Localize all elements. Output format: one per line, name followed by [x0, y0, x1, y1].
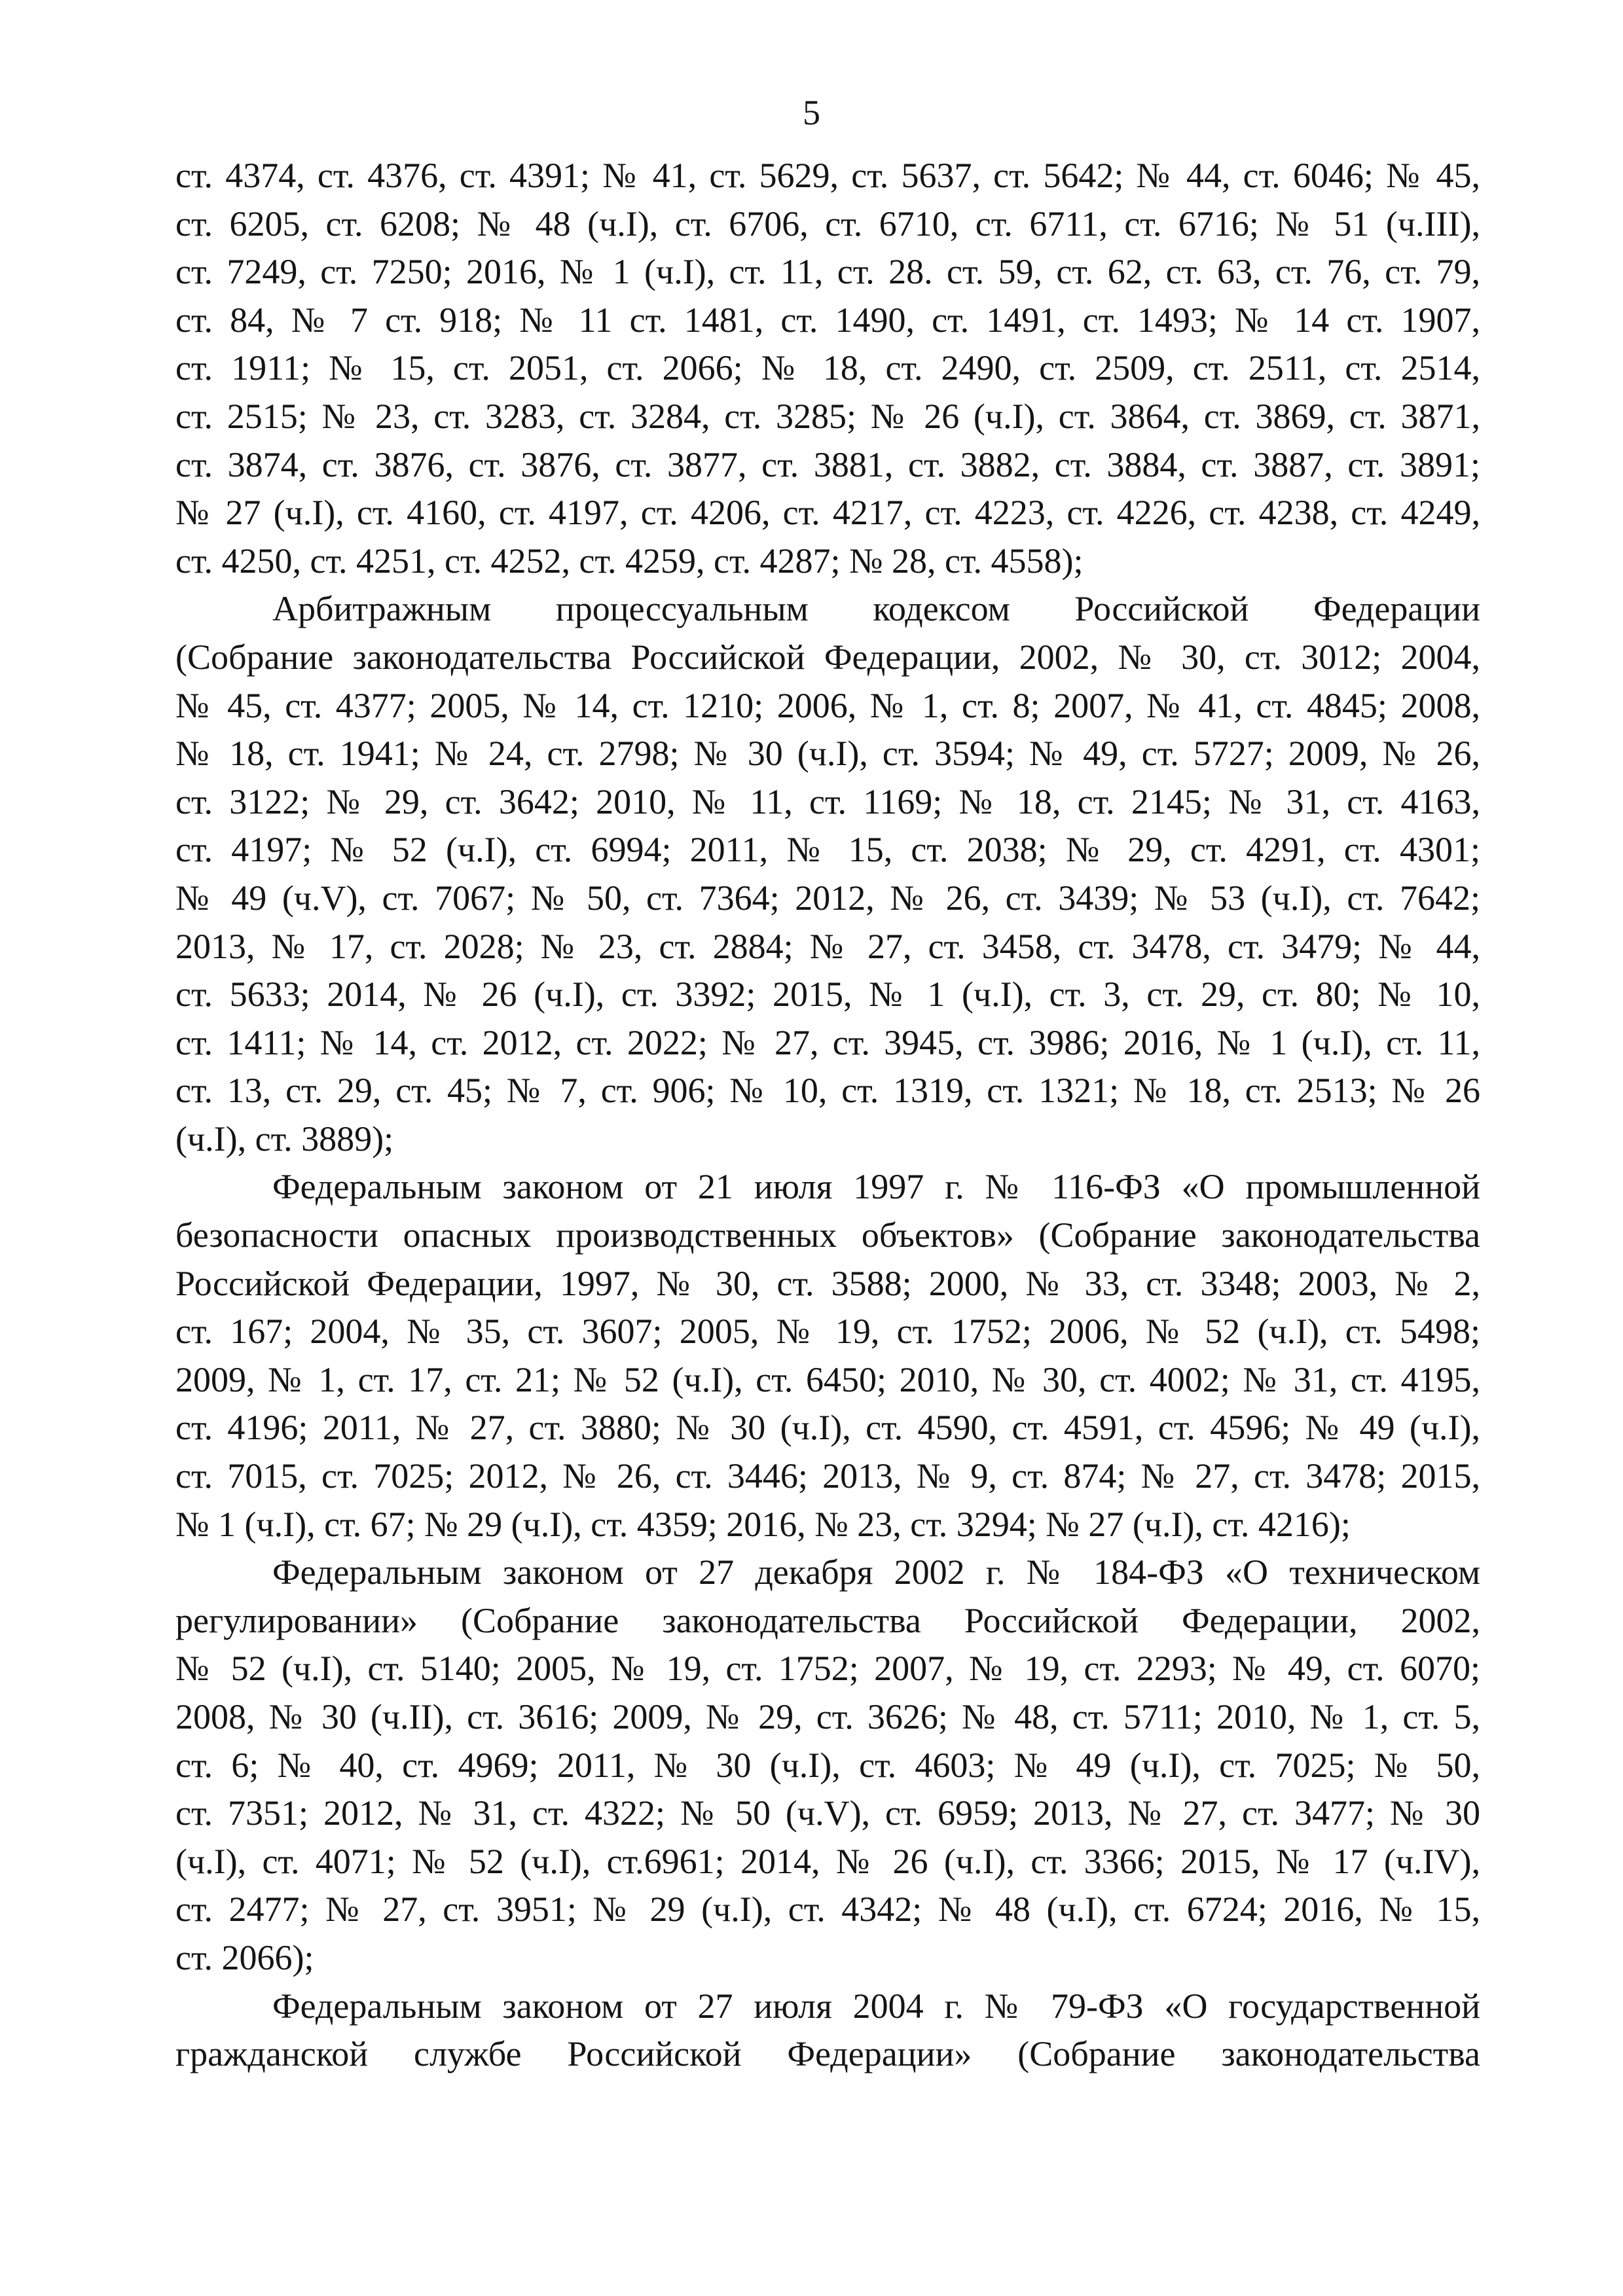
text-line: ст. 1411; № 14, ст. 2012, ст. 2022; № 27, ст. 3945, ст. 3986; 2016, № 1 (ч.I), ст. 11,: [175, 1022, 1480, 1062]
text-line: № 52 (ч.I), ст. 5140; 2005, № 19, ст. 1752; 2007, № 19, ст. 2293; № 49, ст. 6070;: [175, 1649, 1480, 1689]
document-body: [175, 152, 1480, 2079]
text-line: Российской Федерации, 1997, № 30, ст. 3588; 2000, № 33, ст. 3348; 2003, № 2,: [175, 1263, 1480, 1303]
text-line: ст. 3122; № 29, ст. 3642; 2010, № 11, ст. 1169; № 18, ст. 2145; № 31, ст. 4163,: [175, 781, 1480, 821]
text-line: ст. 4196; 2011, № 27, ст. 3880; № 30 (ч.I), ст. 4590, ст. 4591, ст. 4596; № 49 (ч.I),: [175, 1408, 1480, 1448]
text-line: ст. 167; 2004, № 35, ст. 3607; 2005, № 19, ст. 1752; 2006, № 52 (ч.I), ст. 5498;: [175, 1312, 1480, 1352]
text-line: ст. 13, ст. 29, ст. 45; № 7, ст. 906; № 10, ст. 1319, ст. 1321; № 18, ст. 2513; № 26: [175, 1071, 1480, 1111]
page-number: 5: [803, 93, 820, 132]
text-line: ст. 84, № 7 ст. 918; № 11 ст. 1481, ст. 1490, ст. 1491, ст. 1493; № 14 ст. 1907,: [175, 300, 1480, 340]
text-line: ст. 1911; № 15, ст. 2051, ст. 2066; № 18, ст. 2490, ст. 2509, ст. 2511, ст. 2514,: [175, 348, 1480, 388]
paragraph-law-79-fz: [175, 1982, 1480, 2079]
paragraph-arbitration-code: [175, 585, 1480, 1163]
text-line: 2013, № 17, ст. 2028; № 23, ст. 2884; № 27, ст. 3458, ст. 3478, ст. 3479; № 44,: [175, 926, 1480, 966]
text-line: ст. 4374, ст. 4376, ст. 4391; № 41, ст. 5629, ст. 5637, ст. 5642; № 44, ст. 6046; № 45,: [175, 156, 1480, 195]
text-line: № 49 (ч.V), ст. 7067; № 50, ст. 7364; 2012, № 26, ст. 3439; № 53 (ч.I), ст. 7642;: [175, 878, 1480, 918]
text-line: ст. 6205, ст. 6208; № 48 (ч.I), ст. 6706, ст. 6710, ст. 6711, ст. 6716; № 51 (ч.III),: [175, 204, 1480, 243]
paragraph-law-116-fz: [175, 1163, 1480, 1549]
text-line: Федеральным законом от 21 июля 1997 г. № 116-ФЗ «О промышленной: [272, 1167, 1480, 1207]
text-line: регулировании» (Собрание законодательства Российской Федерации, 2002,: [175, 1600, 1480, 1640]
text-line: № 1 (ч.I), ст. 67; № 29 (ч.I), ст. 4359; 2016, № 23, ст. 3294; № 27 (ч.I), ст. 4216);: [175, 1504, 1351, 1544]
text-line: ст. 2066);: [175, 1937, 314, 1977]
text-line: Федеральным законом от 27 июля 2004 г. № 79-ФЗ «О государственной: [272, 1986, 1480, 2026]
text-line: ст. 5633; 2014, № 26 (ч.I), ст. 3392; 2015, № 1 (ч.I), ст. 3, ст. 29, ст. 80; № 10,: [175, 975, 1480, 1014]
text-line: ст. 4250, ст. 4251, ст. 4252, ст. 4259, ст. 4287; № 28, ст. 4558);: [175, 541, 1084, 581]
text-line: ст. 7015, ст. 7025; 2012, № 26, ст. 3446; 2013, № 9, ст. 874; № 27, ст. 3478; 2015,: [175, 1456, 1480, 1496]
paragraph-continued-citations: [175, 152, 1480, 585]
text-line: (ч.I), ст. 3889);: [175, 1119, 394, 1158]
text-line: безопасности опасных производственных объектов» (Собрание законодательства: [175, 1215, 1480, 1255]
text-line: ст. 6; № 40, ст. 4969; 2011, № 30 (ч.I), ст. 4603; № 49 (ч.I), ст. 7025; № 50,: [175, 1745, 1480, 1785]
text-line: (Собрание законодательства Российской Федерации, 2002, № 30, ст. 3012; 2004,: [175, 637, 1480, 677]
text-line: гражданской службе Российской Федерации» (Собрание законодательства: [175, 2034, 1480, 2074]
text-line: ст. 2515; № 23, ст. 3283, ст. 3284, ст. 3285; № 26 (ч.I), ст. 3864, ст. 3869, ст. 3871,: [175, 396, 1480, 436]
paragraph-law-184-fz: [175, 1549, 1480, 1982]
text-line: Федеральным законом от 27 декабря 2002 г. № 184-ФЗ «О техническом: [272, 1552, 1480, 1592]
text-line: № 18, ст. 1941; № 24, ст. 2798; № 30 (ч.I), ст. 3594; № 49, ст. 5727; 2009, № 26,: [175, 734, 1480, 774]
text-line: ст. 2477; № 27, ст. 3951; № 29 (ч.I), ст. 4342; № 48 (ч.I), ст. 6724; 2016, № 15,: [175, 1890, 1480, 1929]
text-line: 2009, № 1, ст. 17, ст. 21; № 52 (ч.I), ст. 6450; 2010, № 30, ст. 4002; № 31, ст. 4195,: [175, 1359, 1480, 1399]
text-line: ст. 3874, ст. 3876, ст. 3876, ст. 3877, ст. 3881, ст. 3882, ст. 3884, ст. 3887, ст. 3891;: [175, 444, 1480, 484]
text-line: ст. 4197; № 52 (ч.I), ст. 6994; 2011, № 15, ст. 2038; № 29, ст. 4291, ст. 4301;: [175, 830, 1480, 870]
text-line: № 27 (ч.I), ст. 4160, ст. 4197, ст. 4206, ст. 4217, ст. 4223, ст. 4226, ст. 4238, ст. 4249,: [175, 493, 1480, 533]
text-line: Арбитражным процессуальным кодексом Российской Федерации: [272, 589, 1480, 629]
text-line: ст. 7249, ст. 7250; 2016, № 1 (ч.I), ст. 11, ст. 28. ст. 59, ст. 62, ст. 63, ст. 76, ст. 79,: [175, 252, 1480, 292]
text-line: (ч.I), ст. 4071; № 52 (ч.I), ст.6961; 2014, № 26 (ч.I), ст. 3366; 2015, № 17 (ч.IV),: [175, 1841, 1480, 1881]
text-line: № 45, ст. 4377; 2005, № 14, ст. 1210; 2006, № 1, ст. 8; 2007, № 41, ст. 4845; 2008,: [175, 685, 1480, 725]
text-line: 2008, № 30 (ч.II), ст. 3616; 2009, № 29, ст. 3626; № 48, ст. 5711; 2010, № 1, ст. 5,: [175, 1697, 1480, 1736]
text-line: ст. 7351; 2012, № 31, ст. 4322; № 50 (ч.V), ст. 6959; 2013, № 27, ст. 3477; № 30: [175, 1793, 1480, 1833]
